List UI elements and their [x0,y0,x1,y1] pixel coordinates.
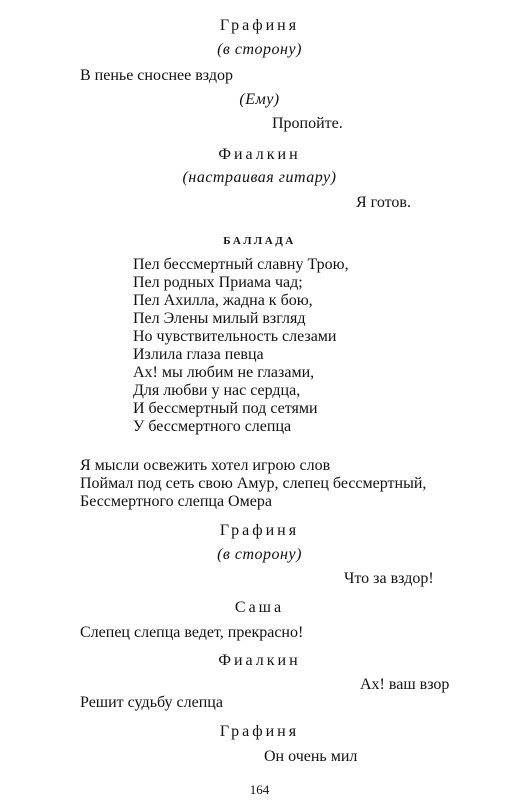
speaker-name: Фиалкин [218,146,301,163]
dialogue-line: В пенье сноснее вздор [80,67,233,84]
verse-line: Излила глаза певца [133,346,264,363]
verse-line: Но чувствительность слезами [133,328,337,345]
dialogue-line: Бессмертного слепца Омера [80,493,272,510]
speaker-name: Графиня [219,17,300,34]
speaker-name: Графиня [219,522,300,539]
verse-line: Пел бессмертный славну Трою, [133,256,349,273]
speaker-name: Графиня [219,723,300,740]
dialogue-line: Слепец слепца ведет, прекрасно! [80,624,304,641]
stage-direction: (в сторону) [217,546,302,563]
verse-line: Пел Элены милый взгляд [133,310,306,327]
dialogue-line: Я мысли освежить хотел игрою слов [80,457,331,474]
speaker-name: Саша [234,599,285,616]
dialogue-line: Ах! ваш взор [360,676,450,693]
verse-line: Для любви у нас сердца, [133,382,301,399]
stage-direction: (Ему) [239,91,280,108]
verse-line: У бессмертного слепца [133,418,292,435]
verse-line: Пел Ахилла, жадна к бою, [133,292,313,309]
dialogue-line: Поймал под сеть свою Амур, слепец бессмертный, [80,475,427,492]
dialogue-line: Я готов. [356,194,411,211]
dialogue-line: Решит судьбу слепца [80,694,223,711]
verse-line: Пел родных Приама чад; [133,274,303,291]
stage-direction: (в сторону) [217,41,302,58]
stage-direction: (настраивая гитару) [182,169,337,186]
section-heading: БАЛЛАДА [223,235,296,247]
dialogue-line: Он очень мил [264,748,358,765]
verse-line: И бессмертный под сетями [133,400,318,417]
speaker-name: Фиалкин [218,652,301,669]
verse-line: Ах! мы любим не глазами, [133,364,315,381]
dialogue-line: Пропойте. [272,115,343,132]
dialogue-line: Что за вздор! [344,570,434,587]
page-number: 164 [249,782,270,797]
